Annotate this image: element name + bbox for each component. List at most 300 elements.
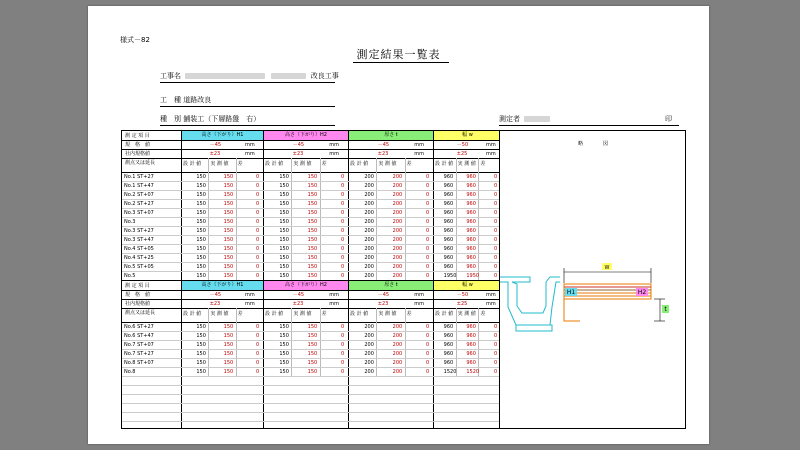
design-value: 200	[364, 273, 374, 279]
difference-value: 0	[494, 342, 498, 348]
spec-value: －45	[292, 292, 305, 298]
difference-value: 0	[341, 342, 345, 348]
design-value: 150	[279, 237, 289, 243]
row-divider	[122, 158, 499, 159]
column-subheader: 設 計 値	[350, 311, 369, 317]
row-divider	[122, 253, 499, 254]
difference-value: 0	[426, 192, 430, 198]
design-value: 200	[364, 174, 374, 180]
design-value: 960	[443, 192, 454, 198]
difference-value: 0	[256, 201, 260, 207]
design-value: 200	[364, 237, 374, 243]
subcolumn-divider	[376, 308, 377, 376]
h2-label: H2	[637, 289, 647, 296]
spec-value: －45	[209, 292, 222, 298]
measure-item-header: 高さ（下がり）H1	[182, 131, 263, 140]
underline	[499, 125, 679, 126]
curb-shape	[500, 277, 560, 331]
design-value: 960	[443, 360, 454, 366]
row-divider	[122, 199, 499, 200]
difference-value: 0	[494, 183, 498, 189]
column-subheader: 差	[406, 161, 412, 167]
difference-value: 0	[426, 237, 430, 243]
actual-value: 960	[466, 333, 476, 339]
actual-value: 200	[392, 255, 403, 261]
difference-value: 0	[494, 219, 498, 225]
actual-value: 150	[307, 333, 318, 339]
design-value: 960	[443, 351, 454, 357]
difference-value: 0	[256, 174, 260, 180]
spec-unit: mm	[414, 292, 425, 298]
actual-value: 150	[223, 210, 234, 216]
actual-value: 150	[223, 333, 234, 339]
inhouse-unit: mm	[486, 151, 496, 157]
actual-value: 150	[307, 264, 318, 270]
station-label: No.2 ST+07	[124, 192, 154, 198]
difference-value: 0	[256, 255, 260, 261]
difference-value: 0	[341, 219, 345, 225]
category-value: 舗装工（下層路盤 右）	[183, 115, 261, 123]
row-divider	[122, 235, 499, 236]
design-value: 150	[279, 333, 289, 339]
actual-value: 150	[223, 246, 234, 252]
difference-value: 0	[494, 174, 498, 180]
difference-value: 0	[426, 360, 430, 366]
design-value: 150	[279, 192, 289, 198]
difference-value: 0	[494, 237, 498, 243]
work-type-row	[160, 95, 211, 105]
row-divider	[122, 262, 499, 263]
difference-value: 0	[494, 255, 498, 261]
row-label: 測 定 項 目	[125, 133, 150, 139]
actual-value: 150	[307, 360, 318, 366]
station-label: No.2 ST+27	[124, 201, 154, 207]
design-value: 150	[196, 237, 206, 243]
difference-value: 0	[341, 246, 345, 252]
design-value: 960	[443, 264, 454, 270]
actual-value: 960	[466, 237, 476, 243]
difference-value: 0	[341, 255, 345, 261]
station-label: No.1 ST+47	[124, 183, 154, 189]
station-label: No.8	[124, 369, 136, 375]
actual-value: 150	[223, 360, 234, 366]
empty-row-divider	[122, 385, 499, 386]
column-subheader: 差	[321, 311, 327, 317]
spec-unit: mm	[329, 142, 340, 148]
design-value: 150	[279, 174, 289, 180]
row-divider	[122, 181, 499, 182]
actual-value: 150	[307, 342, 318, 348]
design-value: 150	[196, 273, 206, 279]
actual-value: 200	[392, 174, 403, 180]
actual-value: 150	[223, 342, 234, 348]
design-value: 960	[443, 342, 454, 348]
station-label: No.6 ST+47	[124, 333, 154, 339]
project-suffix: 改良工事	[310, 72, 339, 80]
actual-value: 960	[466, 360, 476, 366]
difference-value: 0	[341, 237, 345, 243]
station-label: No.5 ST+05	[124, 264, 154, 270]
diagram-panel	[500, 130, 686, 429]
actual-value: 150	[307, 351, 318, 357]
row-label: 測点又は延長	[125, 310, 156, 316]
actual-value: 150	[307, 246, 318, 252]
actual-value: 150	[223, 192, 234, 198]
redacted-text	[271, 73, 306, 79]
spec-value: －45	[292, 142, 305, 148]
column-subheader: 実 測 値	[293, 161, 312, 167]
actual-value: 200	[392, 237, 403, 243]
design-value: 200	[364, 219, 374, 225]
subcolumn-divider	[456, 308, 457, 376]
design-value: 200	[364, 210, 374, 216]
width-label: W	[604, 265, 610, 271]
work-type-label: 工 種	[160, 96, 181, 104]
actual-value: 1950	[466, 273, 480, 279]
difference-value: 0	[426, 219, 430, 225]
inhouse-value: ±23	[377, 151, 389, 157]
row-divider	[122, 244, 499, 245]
design-value: 150	[279, 201, 289, 207]
actual-value: 150	[223, 174, 234, 180]
spec-value: －45	[377, 292, 390, 298]
column-subheader: 設 計 値	[183, 311, 202, 317]
empty-row-divider	[122, 394, 499, 395]
design-value: 150	[279, 369, 289, 375]
station-label: No.5	[124, 273, 136, 279]
design-value: 150	[279, 255, 289, 261]
empty-row-divider	[122, 403, 499, 404]
design-value: 150	[196, 246, 206, 252]
actual-value: 150	[223, 369, 234, 375]
difference-value: 0	[256, 246, 260, 252]
subcolumn-divider	[208, 308, 209, 376]
actual-value: 960	[466, 342, 476, 348]
column-subheader: 実 測 値	[293, 311, 312, 317]
measurer-row	[499, 114, 552, 124]
difference-value: 0	[256, 273, 260, 279]
row-label: 測点又は延長	[125, 160, 156, 166]
actual-value: 200	[392, 360, 403, 366]
column-subheader: 実 測 値	[457, 311, 476, 317]
design-value: 150	[279, 342, 289, 348]
actual-value: 960	[466, 246, 476, 252]
design-value: 150	[279, 273, 289, 279]
empty-row-divider	[122, 412, 499, 413]
inhouse-unit: mm	[329, 301, 340, 307]
difference-value: 0	[494, 192, 498, 198]
column-subheader: 差	[480, 161, 486, 167]
column-subheader: 設 計 値	[350, 161, 369, 167]
design-value: 150	[279, 246, 289, 252]
diagram-title: 略 図	[577, 141, 608, 147]
actual-value: 150	[223, 264, 234, 270]
difference-value: 0	[494, 369, 498, 375]
actual-value: 150	[307, 219, 318, 225]
station-label: No.4 ST+05	[124, 246, 154, 252]
actual-value: 150	[223, 273, 234, 279]
difference-value: 0	[426, 201, 430, 207]
actual-value: 960	[466, 192, 476, 198]
difference-value: 0	[256, 219, 260, 225]
actual-value: 200	[392, 342, 403, 348]
actual-value: 960	[466, 183, 476, 189]
actual-value: 200	[392, 192, 403, 198]
difference-value: 0	[256, 369, 260, 375]
difference-value: 0	[426, 174, 430, 180]
design-value: 150	[196, 219, 206, 225]
station-label: No.3 ST+27	[124, 228, 154, 234]
design-value: 150	[196, 183, 206, 189]
design-value: 150	[196, 360, 206, 366]
design-value: 150	[279, 360, 289, 366]
actual-value: 150	[223, 219, 234, 225]
row-divider	[122, 331, 499, 332]
actual-value: 150	[223, 324, 234, 330]
station-label: No.7 ST+27	[124, 351, 154, 357]
difference-value: 0	[256, 192, 260, 198]
design-value: 150	[196, 192, 206, 198]
column-subheader: 設 計 値	[265, 311, 284, 317]
design-value: 150	[196, 210, 206, 216]
design-value: 150	[279, 264, 289, 270]
difference-value: 0	[341, 210, 345, 216]
inhouse-unit: mm	[329, 151, 340, 157]
work-type-value: 道路改良	[183, 96, 212, 104]
design-value: 200	[364, 228, 374, 234]
actual-value: 200	[392, 228, 403, 234]
row-label: 社内規格値	[125, 151, 151, 157]
difference-value: 0	[341, 228, 345, 234]
inhouse-value: ±25	[456, 151, 468, 157]
actual-value: 200	[392, 351, 403, 357]
actual-value: 960	[466, 351, 476, 357]
actual-value: 150	[307, 228, 318, 234]
subcolumn-divider	[478, 308, 479, 376]
difference-value: 0	[341, 360, 345, 366]
design-value: 960	[443, 219, 454, 225]
actual-value: 150	[307, 201, 318, 207]
actual-value: 150	[223, 351, 234, 357]
row-label: 規 格 値	[125, 142, 151, 148]
station-label: No.6 ST+27	[124, 324, 154, 330]
measurement-table	[121, 130, 500, 429]
row-divider	[122, 140, 499, 141]
design-value: 1520	[443, 369, 457, 375]
spec-unit: mm	[486, 292, 496, 298]
inhouse-value: ±23	[292, 301, 304, 307]
difference-value: 0	[426, 264, 430, 270]
underline	[160, 125, 335, 126]
actual-value: 150	[307, 183, 318, 189]
design-value: 200	[364, 192, 374, 198]
row-divider	[122, 271, 499, 272]
design-value: 960	[443, 201, 454, 207]
inhouse-value: ±25	[456, 301, 468, 307]
subcolumn-divider	[320, 308, 321, 376]
spec-value: －45	[209, 142, 222, 148]
h1-label: H1	[566, 289, 576, 296]
inhouse-value: ±23	[377, 301, 389, 307]
design-value: 960	[443, 333, 454, 339]
difference-value: 0	[256, 228, 260, 234]
actual-value: 150	[307, 210, 318, 216]
station-label: No.3 ST+47	[124, 237, 154, 243]
row-divider	[122, 172, 499, 173]
actual-value: 200	[392, 333, 403, 339]
actual-value: 200	[392, 219, 403, 225]
project-label: 工事名	[160, 72, 181, 80]
inhouse-unit: mm	[244, 301, 255, 307]
subcolumn-divider	[236, 308, 237, 376]
column-subheader: 差	[237, 311, 243, 317]
actual-value: 150	[307, 324, 318, 330]
column-subheader: 実 測 値	[210, 161, 229, 167]
row-divider	[122, 217, 499, 218]
design-value: 150	[196, 333, 206, 339]
difference-value: 0	[426, 246, 430, 252]
difference-value: 0	[426, 369, 430, 375]
difference-value: 0	[494, 351, 498, 357]
measure-item-header: 厚さ t	[349, 281, 433, 290]
design-value: 150	[196, 174, 206, 180]
row-divider	[122, 349, 499, 350]
row-divider	[122, 149, 499, 150]
measure-item-header: 高さ（下がり）H2	[264, 281, 348, 290]
spec-unit: mm	[329, 292, 340, 298]
design-value: 150	[196, 369, 206, 375]
measure-item-header: 幅 w	[434, 281, 500, 290]
actual-value: 960	[466, 219, 476, 225]
station-label: No.7 ST+07	[124, 342, 154, 348]
column-subheader: 設 計 値	[183, 161, 202, 167]
design-value: 200	[364, 369, 374, 375]
design-value: 150	[196, 255, 206, 261]
difference-value: 0	[256, 333, 260, 339]
underline	[160, 82, 335, 83]
design-value: 150	[279, 324, 289, 330]
design-value: 200	[364, 351, 374, 357]
design-value: 200	[364, 255, 374, 261]
row-divider	[122, 358, 499, 359]
row-divider	[122, 226, 499, 227]
category-label: 種 別	[160, 115, 181, 123]
spec-unit: mm	[486, 142, 496, 148]
design-value: 150	[279, 228, 289, 234]
difference-value: 0	[494, 333, 498, 339]
difference-value: 0	[494, 273, 498, 279]
design-value: 150	[279, 183, 289, 189]
design-value: 200	[364, 360, 374, 366]
category-row	[160, 114, 260, 124]
design-value: 960	[443, 255, 454, 261]
design-value: 200	[364, 342, 374, 348]
subcolumn-divider	[405, 308, 406, 376]
difference-value: 0	[256, 183, 260, 189]
column-subheader: 実 測 値	[378, 161, 397, 167]
difference-value: 0	[256, 264, 260, 270]
column-subheader: 実 測 値	[378, 311, 397, 317]
inhouse-value: ±23	[209, 301, 221, 307]
column-subheader: 実 測 値	[210, 311, 229, 317]
difference-value: 0	[341, 201, 345, 207]
redacted-text	[185, 73, 265, 79]
difference-value: 0	[341, 333, 345, 339]
difference-value: 0	[426, 333, 430, 339]
difference-value: 0	[494, 210, 498, 216]
design-value: 150	[279, 351, 289, 357]
design-value: 150	[196, 201, 206, 207]
design-value: 150	[196, 342, 206, 348]
design-value: 200	[364, 201, 374, 207]
difference-value: 0	[256, 342, 260, 348]
design-value: 150	[196, 228, 206, 234]
measure-item-header: 高さ（下がり）H1	[182, 281, 263, 290]
row-divider	[122, 376, 499, 377]
design-value: 200	[364, 264, 374, 270]
row-label: 測 定 項 目	[125, 283, 150, 289]
inhouse-unit: mm	[414, 151, 425, 157]
spec-unit: mm	[244, 292, 255, 298]
design-value: 960	[443, 210, 454, 216]
actual-value: 150	[223, 183, 234, 189]
actual-value: 200	[392, 210, 403, 216]
column-subheader: 差	[480, 311, 486, 317]
document-page	[88, 6, 709, 444]
difference-value: 0	[341, 183, 345, 189]
measure-item-header: 高さ（下がり）H2	[264, 131, 348, 140]
station-label: No.8 ST+07	[124, 360, 154, 366]
row-divider	[122, 322, 499, 323]
inhouse-value: ±23	[292, 151, 304, 157]
actual-value: 960	[466, 324, 476, 330]
seal-mark: 印	[665, 115, 672, 123]
difference-value: 0	[494, 201, 498, 207]
spec-unit: mm	[414, 142, 425, 148]
actual-value: 960	[466, 255, 476, 261]
difference-value: 0	[256, 324, 260, 330]
actual-value: 960	[466, 264, 476, 270]
row-divider	[122, 299, 499, 300]
difference-value: 0	[341, 369, 345, 375]
design-value: 150	[196, 264, 206, 270]
spec-value: －45	[377, 142, 390, 148]
underline	[160, 106, 335, 107]
actual-value: 150	[307, 369, 318, 375]
difference-value: 0	[426, 342, 430, 348]
difference-value: 0	[426, 324, 430, 330]
actual-value: 150	[307, 255, 318, 261]
difference-value: 0	[494, 246, 498, 252]
spec-value: －50	[456, 142, 469, 148]
inhouse-unit: mm	[486, 301, 496, 307]
actual-value: 200	[392, 273, 403, 279]
actual-value: 960	[466, 210, 476, 216]
row-divider	[122, 308, 499, 309]
actual-value: 150	[223, 228, 234, 234]
row-divider	[122, 290, 499, 291]
actual-value: 1520	[466, 369, 480, 375]
column-subheader: 差	[237, 161, 243, 167]
row-divider	[122, 367, 499, 368]
empty-row-divider	[122, 421, 499, 422]
difference-value: 0	[426, 273, 430, 279]
difference-value: 0	[494, 324, 498, 330]
actual-value: 960	[466, 174, 476, 180]
difference-value: 0	[341, 324, 345, 330]
station-label: No.4 ST+25	[124, 255, 154, 261]
row-label: 規 格 値	[125, 292, 151, 298]
